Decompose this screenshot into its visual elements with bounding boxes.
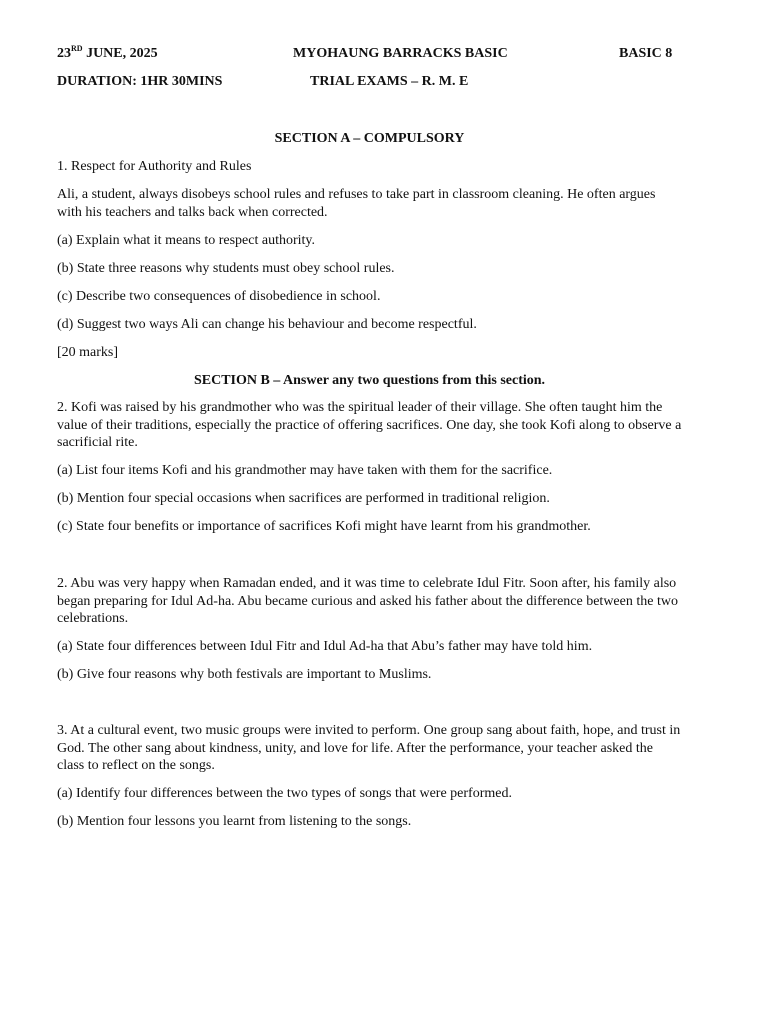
- q2-c: (c) State four benefits or importance of sacrifices Kofi might have learnt from his grandmother.: [57, 519, 591, 534]
- exam-title: TRIAL EXAMS – R. M. E: [310, 74, 469, 89]
- q1-c: (c) Describe two consequences of disobedience in school.: [57, 289, 381, 304]
- exam-date: [57, 46, 158, 62]
- q2-b: (b) Mention four special occasions when sacrifices are performed in traditional religion.: [57, 491, 550, 506]
- date-rest: JUNE, 2025: [82, 46, 158, 61]
- q3-a: (a) Identify four differences between the two types of songs that were performed.: [57, 786, 512, 801]
- q1-marks: [20 marks]: [57, 345, 119, 360]
- q3-passage: 3. At a cultural event, two music groups were invited to perform. One group sang about faith, hope, and trust in God. The other sang about kindness, unity, and love for life. After the performance, your teacher asked the class to reflect on the songs.: [57, 723, 681, 773]
- school-name: MYOHAUNG BARRACKS BASIC: [293, 46, 508, 61]
- q2b-b: (b) Give four reasons why both festivals are important to Muslims.: [57, 667, 432, 682]
- q1-a: (a) Explain what it means to respect authority.: [57, 233, 316, 248]
- q2b-a: (a) State four differences between Idul Fitr and Idul Ad-ha that Abu’s father may have told him.: [57, 639, 593, 654]
- q2-passage: 2. Kofi was raised by his grandmother who was the spiritual leader of their village. She often taught him the value of their traditions, especially the practice of offering sacrifices. One day, she took Kofi along to observe a sacrificial rite.: [57, 400, 682, 450]
- date-suffix: RD: [71, 44, 83, 53]
- q1-passage: Ali, a student, always disobeys school rules and refuses to take part in classroom cleaning. He often argues with his teachers and talks back when corrected.: [57, 187, 656, 220]
- section-a-title: SECTION A – COMPULSORY: [274, 131, 465, 146]
- q1-b: (b) State three reasons why students must obey school rules.: [57, 261, 395, 276]
- section-b-title: SECTION B – Answer any two questions from this section.: [193, 373, 546, 388]
- q2b-passage: 2. Abu was very happy when Ramadan ended, and it was time to celebrate Idul Fitr. Soon after, his family also began preparing for Idul Ad-ha. Abu became curious and asked his father about the difference between the two celebrations.: [57, 576, 678, 626]
- q3-b: (b) Mention four lessons you learnt from listening to the songs.: [57, 814, 412, 829]
- q1-title: 1. Respect for Authority and Rules: [57, 159, 252, 174]
- date-day: 23: [57, 46, 71, 61]
- exam-duration: DURATION: 1HR 30MINS: [57, 74, 223, 89]
- q2-a: (a) List four items Kofi and his grandmother may have taken with them for the sacrifice.: [57, 463, 553, 478]
- q1-d: (d) Suggest two ways Ali can change his behaviour and become respectful.: [57, 317, 477, 332]
- class-level: BASIC 8: [619, 46, 673, 61]
